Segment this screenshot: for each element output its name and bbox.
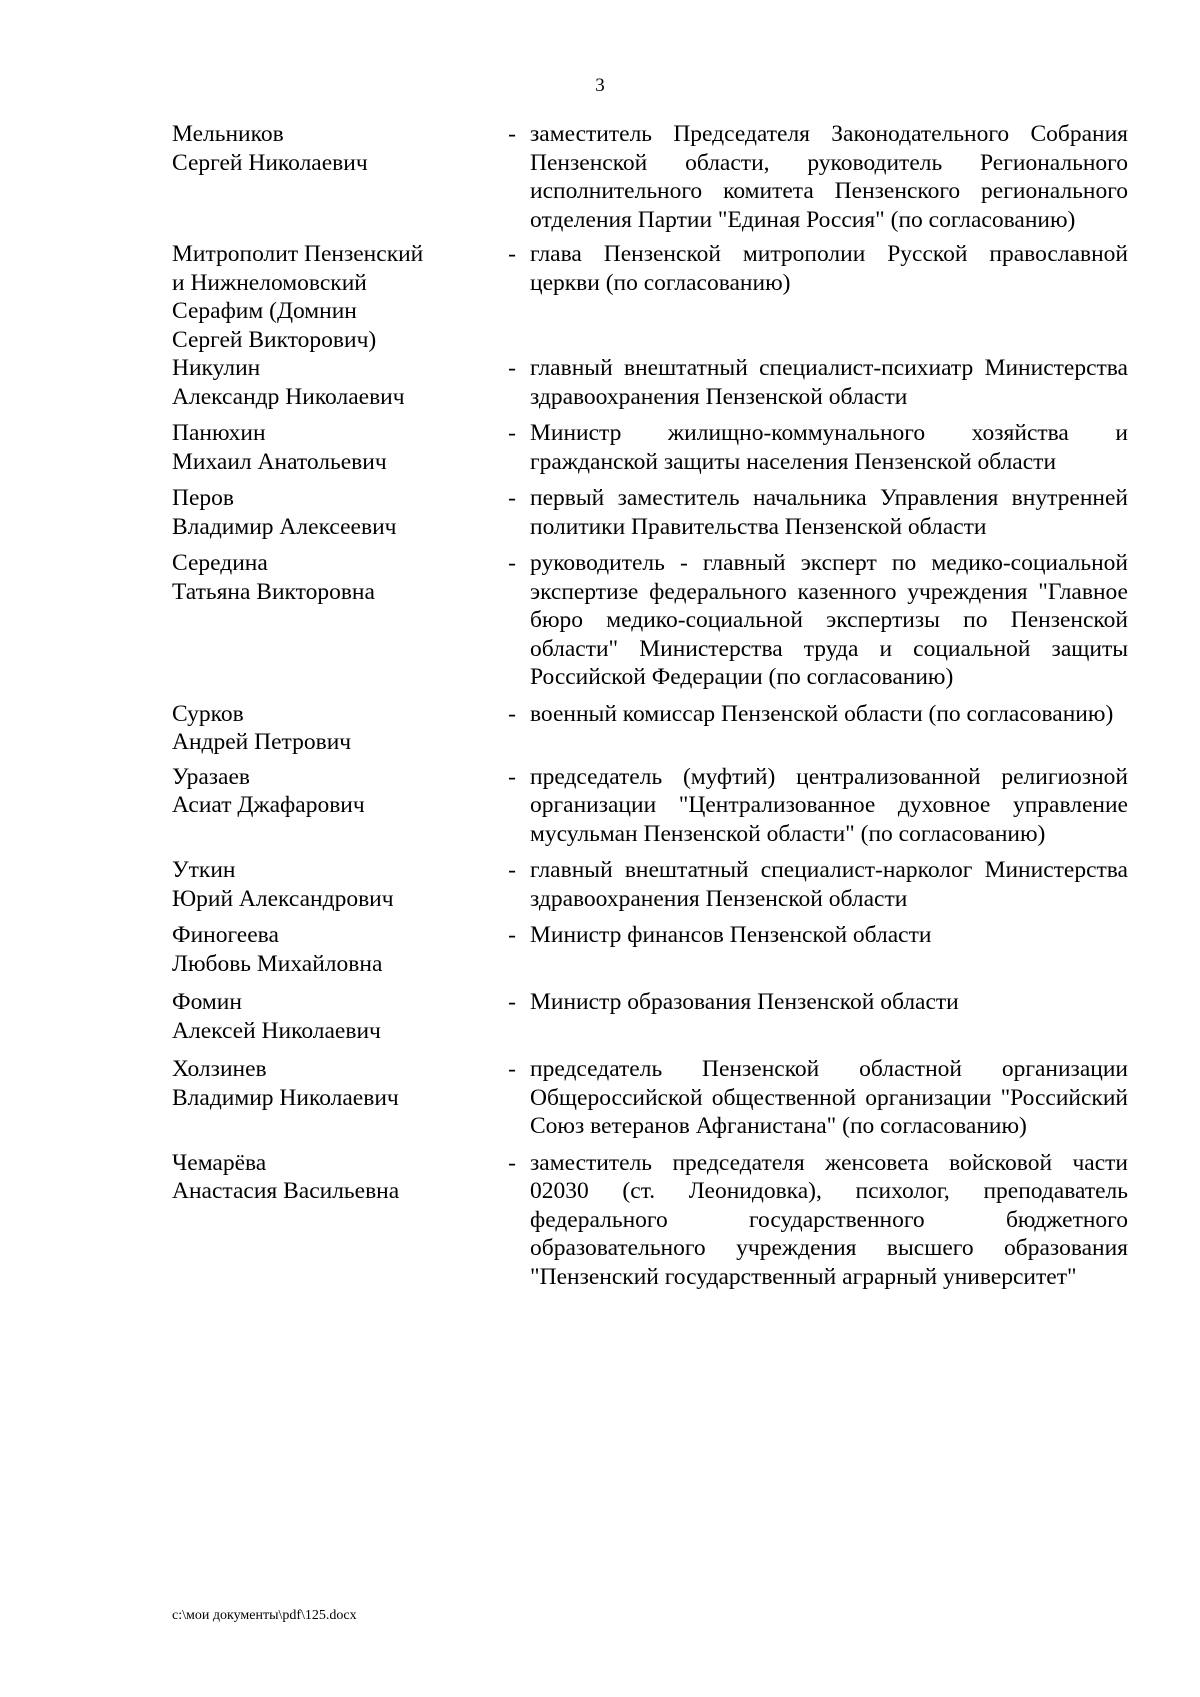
- member-name: [172, 354, 492, 411]
- member-given-name: Асиат Джафарович: [172, 792, 365, 818]
- member-entry: [172, 856, 1128, 913]
- member-surname: Панюхин: [172, 420, 266, 446]
- dash-separator: -: [508, 485, 516, 511]
- dash-separator: -: [508, 1056, 516, 1082]
- member-given-name: Анастасия Васильевна: [172, 1178, 400, 1204]
- member-role: заместитель председателя женсовета войсковой части 02030 (ст. Леонидовка), психолог, преподаватель федерального государственного бюджетного образовательного учреждения высшего образования "Пензенский государственный аграрный университет": [530, 1149, 1128, 1290]
- member-surname: Сурков: [172, 700, 244, 727]
- member-given-name: Татьяна Викторовна: [172, 578, 375, 605]
- member-given-name: Любовь Михайловна: [172, 950, 383, 977]
- member-entry: [172, 354, 1128, 411]
- member-entry: [172, 1149, 1128, 1292]
- member-surname: Чемарёва: [172, 1149, 267, 1176]
- member-name: [172, 419, 492, 476]
- member-role: председатель Пензенской областной организации Общероссийской общественной организации "Российский Союз ветеранов Афганистана" (по согласованию): [530, 1056, 1128, 1139]
- member-entry: [172, 1055, 1128, 1141]
- member-name: [172, 549, 492, 606]
- member-given-name: Сергей Николаевич: [172, 149, 368, 176]
- member-name: [172, 484, 492, 541]
- dash-separator: -: [508, 1149, 516, 1176]
- member-surname: Уразаев: [172, 763, 250, 790]
- member-name: [172, 988, 492, 1045]
- member-given-name: Александр Николаевич: [172, 383, 405, 410]
- member-given-name: Михаил Анатольевич: [172, 448, 387, 475]
- member-role: руководитель - главный эксперт по медико-социальной экспертизе федерального казенного учреждения "Главное бюро медико-социальной экспертизы по Пензенской области" Министерства труда и социальной защиты Российской Федерации (по согласованию): [530, 550, 1128, 690]
- member-surname: Перов: [172, 485, 234, 511]
- member-surname: Мельников: [172, 121, 284, 147]
- page-number: 3: [595, 75, 605, 96]
- member-role: Министр финансов Пензенской области: [530, 922, 932, 948]
- member-entry: [172, 484, 1128, 541]
- member-name: [172, 700, 492, 757]
- member-entry: [172, 419, 1128, 476]
- member-name: [172, 763, 492, 820]
- member-surname: Середина: [172, 550, 268, 576]
- dash-separator: -: [508, 989, 516, 1015]
- member-name: [172, 240, 492, 354]
- member-name: [172, 1149, 492, 1206]
- member-entry: [172, 120, 1128, 234]
- member-given-name: Алексей Николаевич: [172, 1017, 381, 1044]
- member-surname: Финогеева: [172, 922, 279, 948]
- dash-separator: -: [508, 700, 516, 727]
- member-role: глава Пензенской митрополии Русской православной церкви (по согласованию): [530, 241, 1128, 296]
- document-file-path: c:\мои документы\pdf\125.docx: [172, 1608, 357, 1623]
- dash-separator: -: [508, 763, 516, 790]
- member-entry: [172, 921, 1128, 978]
- dash-separator: -: [508, 550, 516, 576]
- member-given-name: Юрий Александрович: [172, 885, 394, 912]
- member-surname: Уткин: [172, 857, 236, 883]
- member-role: военный комиссар Пензенской области (по согласованию): [530, 700, 1114, 727]
- member-name: [172, 921, 492, 978]
- member-entry: [172, 763, 1128, 849]
- dash-separator: -: [508, 922, 516, 948]
- member-given-name: Владимир Николаевич: [172, 1084, 399, 1111]
- dash-separator: -: [508, 355, 516, 381]
- member-role: первый заместитель начальника Управления внутренней политики Правительства Пензенской области: [530, 485, 1128, 540]
- members-list: [172, 120, 1128, 1291]
- member-given-name: Владимир Алексеевич: [172, 513, 397, 540]
- member-name: [172, 856, 492, 913]
- member-name-line: Митрополит Пензенский: [172, 241, 424, 267]
- member-role: главный внештатный специалист-психиатр Министерства здравоохранения Пензенской области: [530, 355, 1128, 410]
- member-role: заместитель Председателя Законодательного Собрания Пензенской области, руководитель Регионального исполнительного комитета Пензенского регионального отделения Партии "Единая Россия" (по согласованию): [530, 121, 1128, 233]
- member-surname: Никулин: [172, 355, 261, 381]
- member-role: Министр жилищно-коммунального хозяйства и гражданской защиты населения Пензенской области: [530, 420, 1128, 475]
- member-entry: [172, 700, 1128, 757]
- dash-separator: -: [508, 121, 516, 147]
- member-name-line: Сергей Викторович): [172, 326, 377, 353]
- member-name: [172, 1055, 492, 1112]
- dash-separator: -: [508, 241, 516, 267]
- member-name-line: Серафим (Домнин: [172, 298, 357, 324]
- dash-separator: -: [508, 857, 516, 883]
- member-name-line: и Нижнеломовский: [172, 269, 367, 296]
- dash-separator: -: [508, 420, 516, 446]
- member-given-name: Андрей Петрович: [172, 729, 352, 755]
- member-role: председатель (муфтий) централизованной религиозной организации "Централизованное духовное управление мусульман Пензенской области" (по согласованию): [530, 763, 1128, 847]
- member-entry: [172, 988, 1128, 1045]
- member-role: главный внештатный специалист-нарколог Министерства здравоохранения Пензенской области: [530, 857, 1128, 912]
- member-surname: Холзинев: [172, 1056, 267, 1082]
- member-role: Министр образования Пензенской области: [530, 989, 959, 1015]
- member-entry: [172, 549, 1128, 692]
- member-entry: [172, 240, 1128, 354]
- member-surname: Фомин: [172, 989, 242, 1015]
- member-name: [172, 120, 492, 177]
